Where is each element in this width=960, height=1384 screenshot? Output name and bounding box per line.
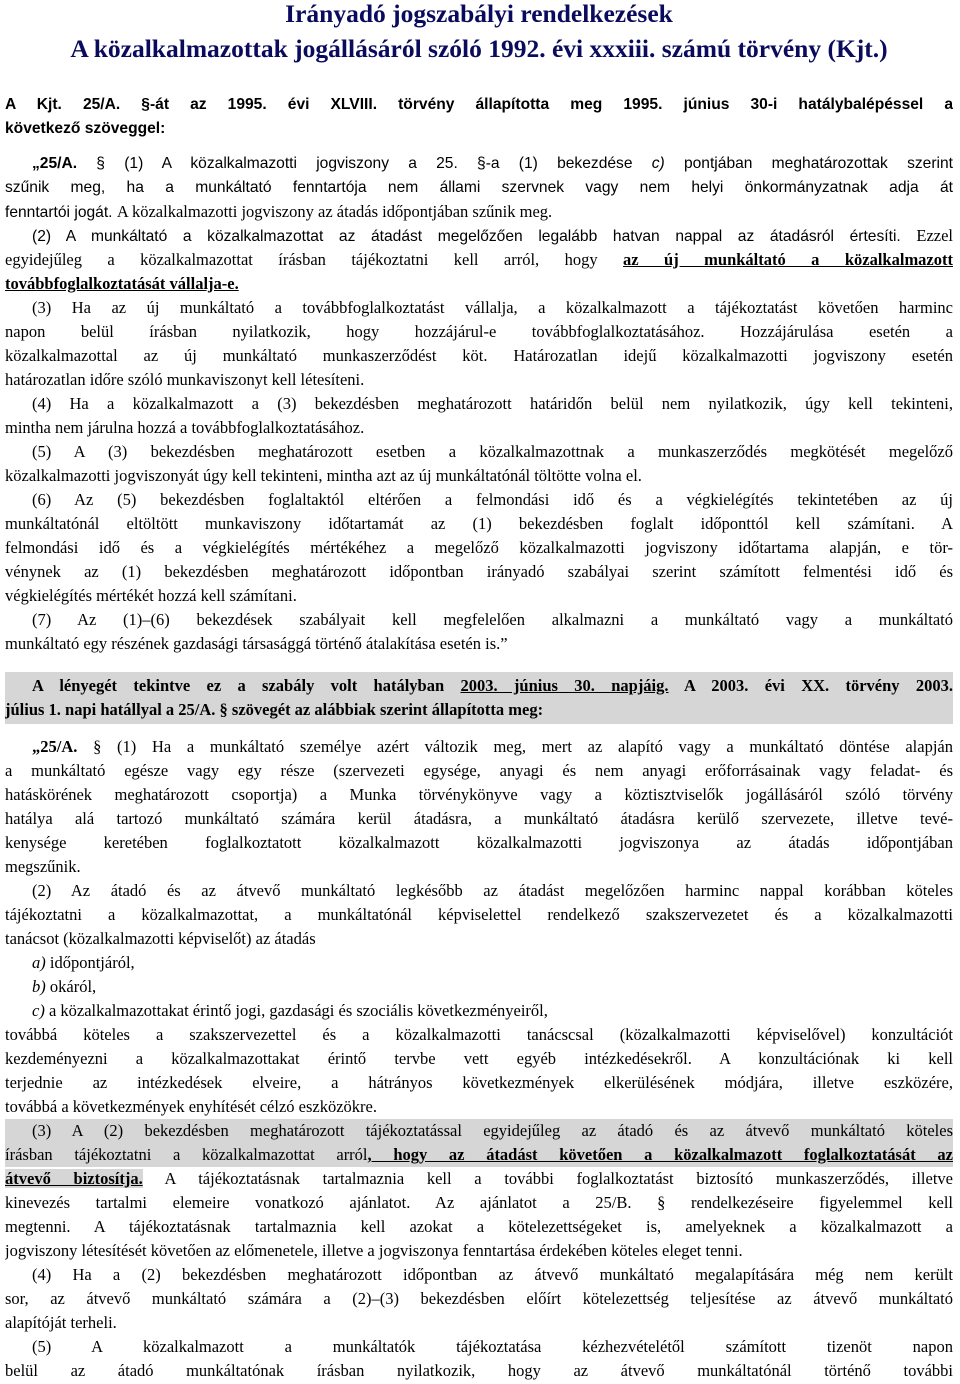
text-line: (3) Ha az új munkáltató a továbbfoglalkoztatást vállalja, a közalkalmazott a tájékoztatást követően harminc xyxy=(32,298,953,317)
text-line: közalkalmazottal az új munkáltató munkaszerződést köt. Határozatlan idejű közalkalmazotti jogviszony esetén xyxy=(5,346,953,365)
intro-line: következő szöveggel: xyxy=(5,120,166,137)
highlighted-line xyxy=(5,1143,953,1167)
text-run: § (1) A közalkalmazotti jogviszony a 25. §-a (1) bekezdése xyxy=(77,155,652,172)
text-line: felmondási idő és a végkielégítés mértékéhez a megelőző közalkalmazotti jogviszony időtartama alapján, e tör- xyxy=(5,538,953,557)
text-run: fenntartói jogát. xyxy=(5,204,117,221)
text-line xyxy=(5,224,953,248)
underlined-text: átvevő biztosítja. xyxy=(5,1169,143,1188)
text-line: közalkalmazotti jogviszonyát úgy kell tekinteni, mintha azt az új munkáltatónál töltötte volna el. xyxy=(5,466,642,485)
text-line xyxy=(5,1167,953,1191)
list-item xyxy=(5,951,953,975)
text-line: (6) Az (5) bekezdésben foglaltaktól eltérően a felmondási idő és a végkielégítés tekintetében az új xyxy=(32,490,953,509)
text-run: pontjában meghatározottak szerint xyxy=(664,155,953,172)
page-subtitle: A közalkalmazottak jogállásáról szóló 1992. évi xxxiii. számú törvény (Kjt.) xyxy=(70,34,888,63)
text-line: végkielégítés mértékét hozzá kell számítani. xyxy=(5,586,297,605)
section-number: „25/A. xyxy=(32,155,78,172)
section-1-line xyxy=(5,152,953,176)
list-marker: b) xyxy=(32,977,46,996)
text-line: továbbá köteles a szakszervezettel és a közalkalmazotti tanácscsal (közalkalmazotti képviselővel) konzultációt xyxy=(5,1025,953,1044)
text-run: Ezzel xyxy=(916,226,953,245)
list-marker: c) xyxy=(32,1001,45,1020)
section-number: „25/A. xyxy=(32,737,78,756)
text-line: sor, az átvevő munkáltató számára a (2)–(3) bekezdésben előírt kötelezettség teljesítése az átvevő munkáltató xyxy=(5,1289,953,1308)
text-line: terjednie az intézkedések elveire, a hátrányos következmények elkerülésének módjára, illetve eszközére, xyxy=(5,1073,953,1092)
point-ref: c) xyxy=(651,155,665,172)
text-line: (4) Ha a közalkalmazott a (3) bekezdésben meghatározott határidőn belül nem nyilatkozik, úgy kell tekinteni, xyxy=(32,394,953,413)
list-item xyxy=(5,975,953,999)
original-text-section xyxy=(5,152,953,656)
text-line: megszűnik. xyxy=(5,857,81,876)
text-line: szűnik meg, ha a munkáltató fenntartója nem állami szervnek vagy nem helyi önkormányzatnak adja át xyxy=(5,179,953,196)
page-title: Irányadó jogszabályi rendelkezések xyxy=(285,0,673,28)
section-1-line xyxy=(5,735,953,759)
text-line xyxy=(5,200,953,224)
text-line: a munkáltató egésze vagy egy része (szervezeti egysége, anyagi és nem anyagi erőforrásainak vagy feladat- és xyxy=(5,761,953,780)
intro-line: A Kjt. 25/A. §-át az 1995. évi XLVIII. törvény állapította meg 1995. június 30-i hatálybalépéssel a xyxy=(5,96,953,113)
banner-line: július 1. napi hatállyal a 25/A. § szövegét az alábbiak szerint állapította meg: xyxy=(5,700,544,719)
amended-text-section xyxy=(5,735,953,1383)
text-run: okáról, xyxy=(45,977,97,996)
text-line: tájékoztatni a közalkalmazottat, a munkáltatónál képviselettel rendelkező szakszervezetet és a közalkalmazotti xyxy=(5,905,953,924)
underlined-text: , hogy az átadást követően a közalkalmazott foglalkoztatását az xyxy=(367,1145,953,1164)
text-run: időpontjáról, xyxy=(45,953,135,972)
text-run: A lényegét tekintve ez a szabály volt hatályban xyxy=(32,676,461,695)
text-run: A 2003. évi XX. törvény 2003. xyxy=(668,676,953,695)
text-run: § (1) Ha a munkáltató személye azért változik meg, mert az alapító vagy a munkáltató döntése alapján xyxy=(77,737,953,756)
highlight-banner xyxy=(5,672,953,724)
text-line: jogviszony létesítését követően az előmenetele, illetve a jogviszonya fenntartása érdekében köteles eleget tenni. xyxy=(5,1241,743,1260)
text-run: a közalkalmazottakat érintő jogi, gazdasági és szociális következményeiről, xyxy=(44,1001,548,1020)
highlighted-line: (3) A (2) bekezdésben meghatározott tájékoztatással egyidejűleg az átadó és az átvevő munkáltató köteles xyxy=(5,1119,953,1143)
banner-line xyxy=(5,674,953,698)
text-line: (4) Ha a (2) bekezdésben meghatározott időpontban az átvevő munkáltató megalapítására még nem került xyxy=(32,1265,953,1284)
text-run: A közalkalmazotti jogviszony az átadás időpontjában szűnik meg. xyxy=(116,202,553,221)
document-header xyxy=(5,0,953,63)
text-line: belül az átadó munkáltatónak írásban nyilatkozik, hogy az átvevő munkáltatónál történő további xyxy=(5,1361,953,1380)
text-line: (5) A közalkalmazott a munkáltatók tájékoztatása kézhezvételétől számított tizenöt napon xyxy=(32,1337,953,1356)
text-line: kinevezés tartalmi elemeire vonatkozó ajánlatot. Az ajánlatot a 25/B. § rendelkezéseire figyelemmel kell xyxy=(5,1193,953,1212)
text-line: tanácsot (közalkalmazotti képviselőt) az átadás xyxy=(5,929,316,948)
text-line: hatáskörének meghatározott csoportja) a Munka törvénykönyve vagy a köztisztviselők jogállásáról szóló törvény xyxy=(5,785,953,804)
text-line: napon belül írásban nyilatkozik, hogy hozzájárul-e továbbfoglalkoztatásához. Hozzájárulása esetén a xyxy=(5,322,953,341)
list-item xyxy=(5,999,953,1023)
text-run: írásban tájékoztatni a közalkalmazottat arról xyxy=(5,1145,368,1164)
intro-paragraph xyxy=(5,93,953,141)
text-line: mintha nem járulna hozzá a továbbfoglalkoztatásához. xyxy=(5,418,365,437)
text-line: (5) A (3) bekezdésben meghatározott esetben a közalkalmazottnak a munkaszerződés megkötését megelőző xyxy=(32,442,953,461)
text-line: kezdeményezni a közalkalmazottakat érintő tervbe vett egyéb intézkedésekről. A konzultációnak ki kell xyxy=(5,1049,953,1068)
text-line: kenysége keretében foglalkoztatott közalkalmazott közalkalmazotti jogviszonya az átadás időpontjában xyxy=(5,833,953,852)
list-marker: a) xyxy=(32,953,46,972)
text-line: vénynek az (1) bekezdésben meghatározott időpontban irányadó szabályai szerint számított felmentési idő és xyxy=(5,562,953,581)
text-line: munkáltatónál eltöltött munkaviszony időtartamát az (1) bekezdésben foglalt időponttól kell számítani. A xyxy=(5,514,953,533)
text-line: hatálya alá tartozó munkáltató számára kerül átadásra, a munkáltató átadásra kerülő szervezete, illetve tevé- xyxy=(5,809,953,828)
text-run: egyidejűleg a közalkalmazottat írásban tájékoztatni kell arról, hogy xyxy=(5,250,624,269)
text-line xyxy=(5,248,953,272)
text-run: (2) A munkáltató a közalkalmazottat az átadást megelőzően legalább hatvan nappal az átadásról értesíti. xyxy=(32,228,917,245)
text-line: munkáltató egy részének gazdasági társasággá történő átalakítása esetén is.” xyxy=(5,634,508,653)
text-line: (7) Az (1)–(6) bekezdések szabályait kell megfelelően alkalmazni a munkáltató vagy a munkáltató xyxy=(32,610,953,629)
text-line: határozatlan időre szóló munkaviszonyt kell létesíteni. xyxy=(5,370,365,389)
text-line: alapítóját terheli. xyxy=(5,1313,117,1332)
text-line: (2) Az átadó és az átvevő munkáltató legkésőbb az átadást megelőzően harminc nappal korábban köteles xyxy=(32,881,953,900)
text-line: megtenni. A tájékoztatásnak tartalmaznia kell azokat a kötelezettségeket is, amelyeknek a közalkalmazott a xyxy=(5,1217,953,1236)
text-run: A tájékoztatásnak tartalmaznia kell a további foglalkoztatást biztosító munkaszerződés, illetve xyxy=(142,1169,953,1188)
underlined-date: 2003. június 30. napjáig. xyxy=(460,676,669,695)
underlined-text: az új munkáltató a közalkalmazott xyxy=(623,250,953,269)
underlined-text: továbbfoglalkoztatását vállalja-e. xyxy=(5,274,239,293)
text-line: továbbá a következmények enyhítését célzó eszközökre. xyxy=(5,1097,377,1116)
